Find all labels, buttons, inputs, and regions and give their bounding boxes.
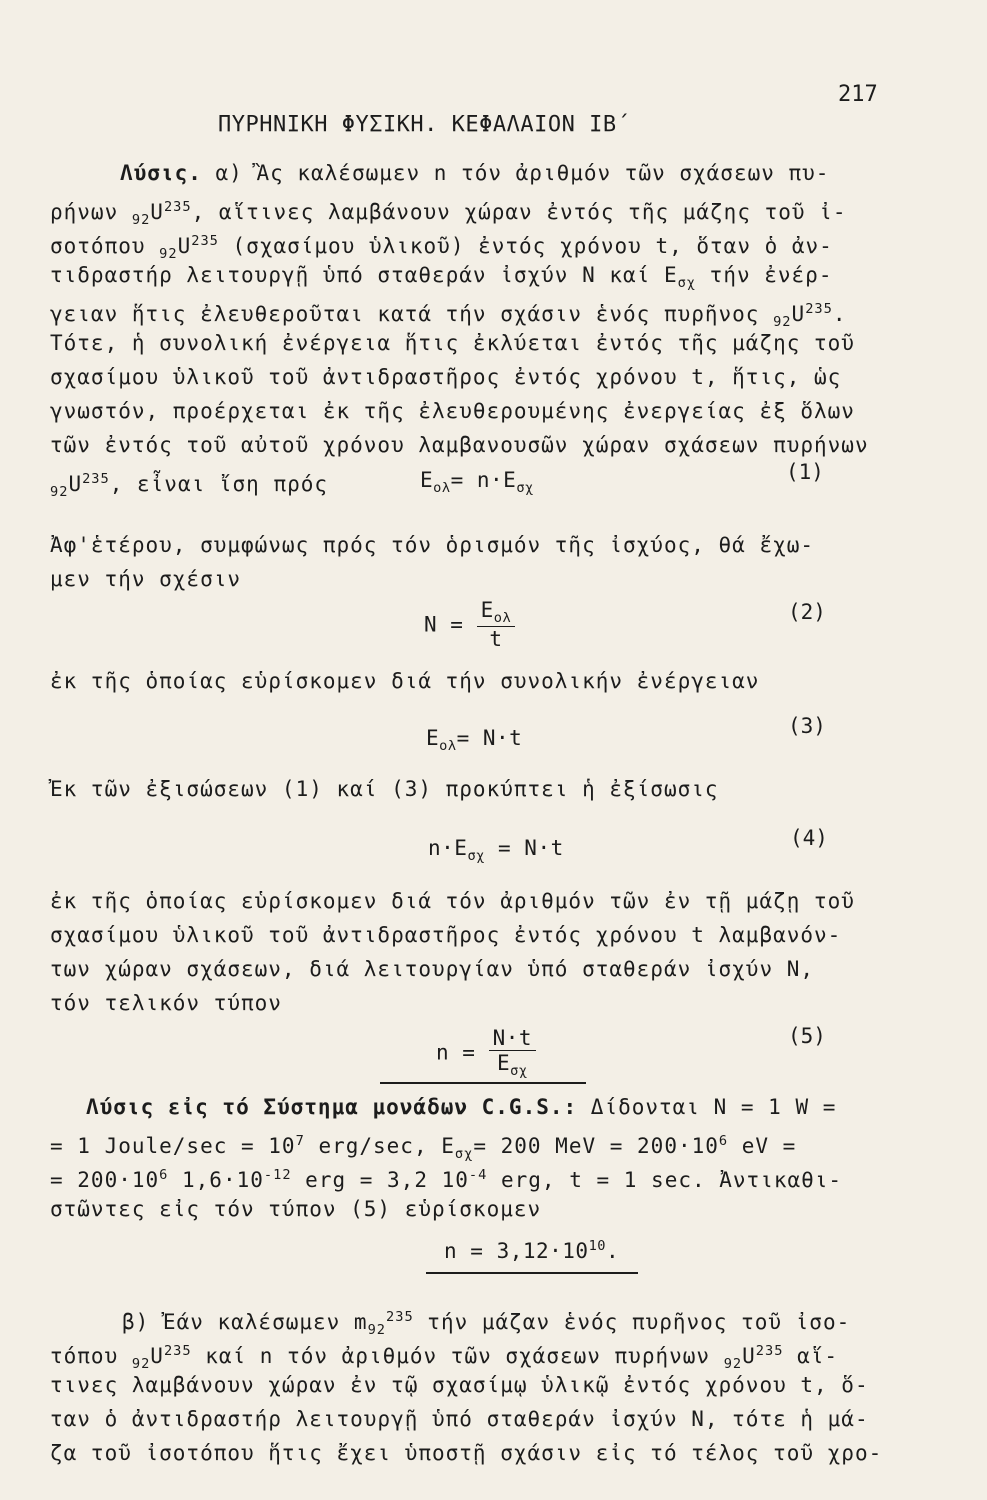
equation-1: $E_{o\lambda}= n\cdot E_{\sigma\chi}$: [420, 468, 534, 497]
text-line: ἐκ τῆς ὁποίας εὑρίσκομεν διά τήν συνολικήν ἐνέργειαν: [50, 669, 760, 693]
equation-5: n = $\frac{N\cdot t}{E_{\sigma\chi}}$: [436, 1026, 536, 1079]
solution-label: Λύσις.: [120, 161, 202, 185]
text-line: Λύσις εἰς τό Σύστημα μονάδων C.G.S.: Δίδονται N = 1 W =: [86, 1095, 837, 1119]
result-underline: [426, 1272, 638, 1274]
paragraph-solution-b: [50, 1300, 930, 1470]
paragraph-combine: [50, 772, 930, 806]
page-number: 217: [838, 82, 878, 107]
text-line: ρήνων $_{92}U^{235}$, αἵτινες λαμβάνουν χώραν ἐντός τῆς μάζης τοῦ ἰ-: [50, 199, 847, 229]
paragraph-solution-a: [50, 156, 930, 501]
section-divider: [380, 1082, 586, 1084]
text-line: $_{92}U^{235}$, εἶναι ἴση πρός: [50, 471, 329, 501]
text-line: Ἀφ'ἑτέρου, συμφώνως πρός τόν ὁρισμόν τῆς ἰσχύος, θά ἔχω-: [50, 533, 815, 557]
result-equation: $n = 3,12\cdot 10^{10}$.: [444, 1238, 620, 1263]
equation-3: $E_{o\lambda}= N\cdot t$: [426, 726, 523, 755]
text-line: μεν τήν σχέσιν: [50, 567, 242, 591]
text-line: β) Ἐάν καλέσωμεν $m_{92}^{235}$ τήν μάζαν ἑνός πυρῆνος τοῦ ἰσο-: [122, 1309, 851, 1339]
text-line: τῶν ἐντός τοῦ αὐτοῦ χρόνου λαμβανουσῶν χώραν σχάσεων πυρήνων: [50, 433, 869, 457]
text-line: = 1 Joule/sec = $10^7$ erg/sec, $E_{\sigma\chi}= 200$ MeV = $200\cdot 10^6$ eV =: [50, 1133, 797, 1163]
text-line: Τότε, ἡ συνολική ἐνέργεια ἥτις ἐκλύεται ἐντός τῆς μάζης τοῦ: [50, 331, 855, 355]
text-line: τόπου $_{92}U^{235}$ καί n τόν ἀριθμόν τῶν σχάσεων πυρήνων $_{92}U^{235}$ αἵ-: [50, 1343, 838, 1373]
cgs-heading: Λύσις εἰς τό Σύστημα μονάδων C.G.S.:: [86, 1095, 578, 1119]
equation-number-2: (2): [788, 600, 826, 624]
equation-4: $n\cdot E_{\sigma\chi} = N\cdot t$: [428, 836, 564, 865]
equation-number-3: (3): [788, 714, 826, 738]
paragraph-total-energy: [50, 664, 930, 698]
equation-number-5: (5): [788, 1024, 826, 1048]
text-line: τιδραστήρ λειτουργῇ ὑπό σταθεράν ἰσχύν N καί $E_{\sigma\chi}$ τήν ἐνέρ-: [50, 263, 833, 292]
text-line: Λύσις. α) Ἂς καλέσωμεν n τόν ἀριθμόν τῶν σχάσεων πυ-: [120, 161, 830, 185]
text-line: στῶντες εἰς τόν τύπον (5) εὑρίσκομεν: [50, 1197, 542, 1221]
text-line: = $200\cdot 10^6$ $1,6\cdot 10^{-12}$ erg = 3,2 $10^{-4}$ erg, t = 1 sec. Ἀντικαθι-: [50, 1167, 843, 1192]
fraction: $\frac{E_{o\lambda}}{t}$: [477, 598, 516, 651]
text-line: ζα τοῦ ἰσοτόπου ἥτις ἔχει ὑποστῇ σχάσιν εἰς τό τέλος τοῦ χρο-: [50, 1441, 883, 1465]
text-line: σοτόπου $_{92}U^{235}$ (σχασίμου ὑλικοῦ) ἐντός χρόνου t, ὅταν ὁ ἀν-: [50, 233, 833, 263]
paragraph-power: [50, 528, 930, 596]
text-line: γειαν ἥτις ἐλευθεροῦται κατά τήν σχάσιν ἑνός πυρῆνος $_{92}U^{235}$.: [50, 301, 847, 331]
chapter-header: ΠΥΡΗΝΙΚΗ ΦΥΣΙΚΗ. ΚΕΦΑΛΑΙΟΝ ΙΒ΄: [218, 112, 631, 137]
paragraph-cgs: [50, 1090, 930, 1226]
text-line: Ἐκ τῶν ἐξισώσεων (1) καί (3) προκύπτει ἡ ἐξίσωσις: [50, 777, 719, 801]
equation-number-4: (4): [790, 826, 828, 850]
equation-number-1: (1): [786, 460, 824, 484]
text-line: σχασίμου ὑλικοῦ τοῦ ἀντιδραστῆρος ἐντός χρόνου t, ἥτις, ὡς: [50, 365, 842, 389]
equation-2: N = $\frac{E_{o\lambda}}{t}$: [424, 598, 515, 651]
paragraph-final-formula: [50, 884, 930, 1020]
text-line: των χώραν σχάσεων, διά λειτουργίαν ὑπό σταθεράν ἰσχύν N,: [50, 957, 815, 981]
text-line: γνωστόν, προέρχεται ἐκ τῆς ἐλευθερουμένης ἐνεργείας ἐξ ὅλων: [50, 399, 855, 423]
text-line: ἐκ τῆς ὁποίας εὑρίσκομεν διά τόν ἀριθμόν τῶν ἐν τῇ μάζῃ τοῦ: [50, 889, 855, 913]
text-line: τόν τελικόν τύπον: [50, 991, 282, 1015]
text-line: ταν ὁ ἀντιδραστήρ λειτουργῇ ὑπό σταθεράν ἰσχύν N, τότε ἡ μά-: [50, 1407, 869, 1431]
fraction: $\frac{N\cdot t}{E_{\sigma\chi}}$: [489, 1026, 536, 1079]
text-line: τινες λαμβάνουν χώραν ἐν τῷ σχασίμῳ ὑλικῷ ἐντός χρόνου t, ὅ-: [50, 1373, 869, 1397]
text-line: σχασίμου ὑλικοῦ τοῦ ἀντιδραστῆρος ἐντός χρόνου t λαμβανόν-: [50, 923, 842, 947]
